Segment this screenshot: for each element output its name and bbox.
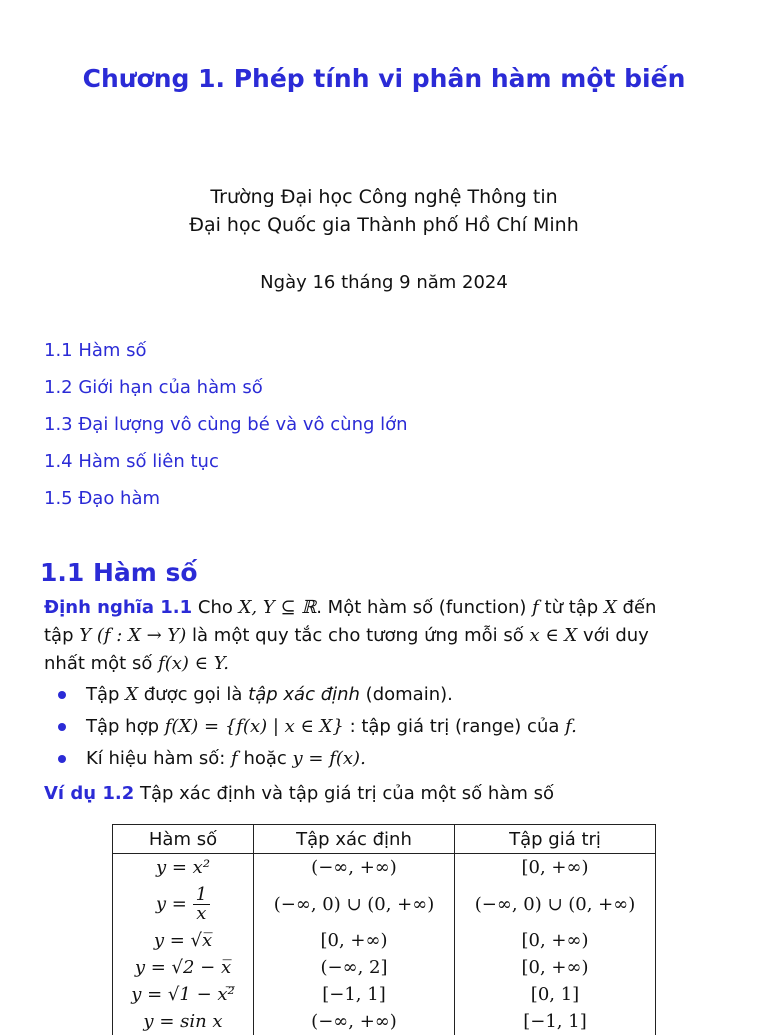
example-line: Ví dụ 1.2 Tập xác định và tập giá trị của một số hàm số [44, 783, 554, 804]
example-label: Ví dụ 1.2 [44, 783, 135, 804]
table-row: y = √1 − x²̅ [−1, 1] [0, 1] [113, 981, 656, 1008]
header-function: Hàm số [113, 825, 254, 854]
table-row: y = x² (−∞, +∞) [0, +∞) [113, 854, 656, 882]
bullet-dot [58, 723, 66, 731]
toc-item-1-5[interactable]: 1.5 Đạo hàm [44, 488, 161, 509]
affiliation-line-1: Trường Đại học Công nghệ Thông tin [210, 186, 558, 208]
toc-item-1-2[interactable]: 1.2 Giới hạn của hàm số [44, 377, 263, 398]
header-domain: Tập xác định [254, 825, 455, 854]
chapter-title: Chương 1. Phép tính vi phân hàm một biến [82, 64, 686, 93]
table-row: y = √2 − x̅ (−∞, 2] [0, +∞) [113, 954, 656, 981]
definition-line-3: nhất một số f(x) ∈ Y. [44, 653, 229, 674]
date: Ngày 16 tháng 9 năm 2024 [260, 272, 508, 293]
table-row: y = sin x (−∞, +∞) [−1, 1] [113, 1008, 656, 1035]
fraction: $\frac{1}{x}$ [193, 886, 210, 923]
bullet-dot [58, 755, 66, 763]
table-row: y = $\frac{1}{x}$ (−∞, 0) ∪ (0, +∞) (−∞, 0) ∪ (0, +∞) [113, 881, 656, 927]
definition-line-2: tập Y (f : X → Y) là một quy tắc cho tương ứng mỗi số x ∈ X với duy [44, 625, 649, 646]
table-header-row [113, 825, 656, 854]
definition-line-1: Định nghĩa 1.1 Cho X, Y ⊆ ℝ. Một hàm số (function) f từ tập X đến [44, 597, 657, 618]
toc-item-1-4[interactable]: 1.4 Hàm số liên tục [44, 451, 219, 472]
toc-item-1-1[interactable]: 1.1 Hàm số [44, 340, 147, 361]
affiliation-line-2: Đại học Quốc gia Thành phố Hồ Chí Minh [189, 214, 579, 236]
definition-label: Định nghĩa 1.1 [44, 597, 193, 618]
function-table [112, 824, 656, 1035]
header-range: Tập giá trị [455, 825, 656, 854]
table-row: y = √x̅ [0, +∞) [0, +∞) [113, 927, 656, 954]
bullet-dot [58, 691, 66, 699]
toc-item-1-3[interactable]: 1.3 Đại lượng vô cùng bé và vô cùng lớn [44, 414, 408, 435]
section-heading: 1.1 Hàm số [40, 558, 198, 587]
